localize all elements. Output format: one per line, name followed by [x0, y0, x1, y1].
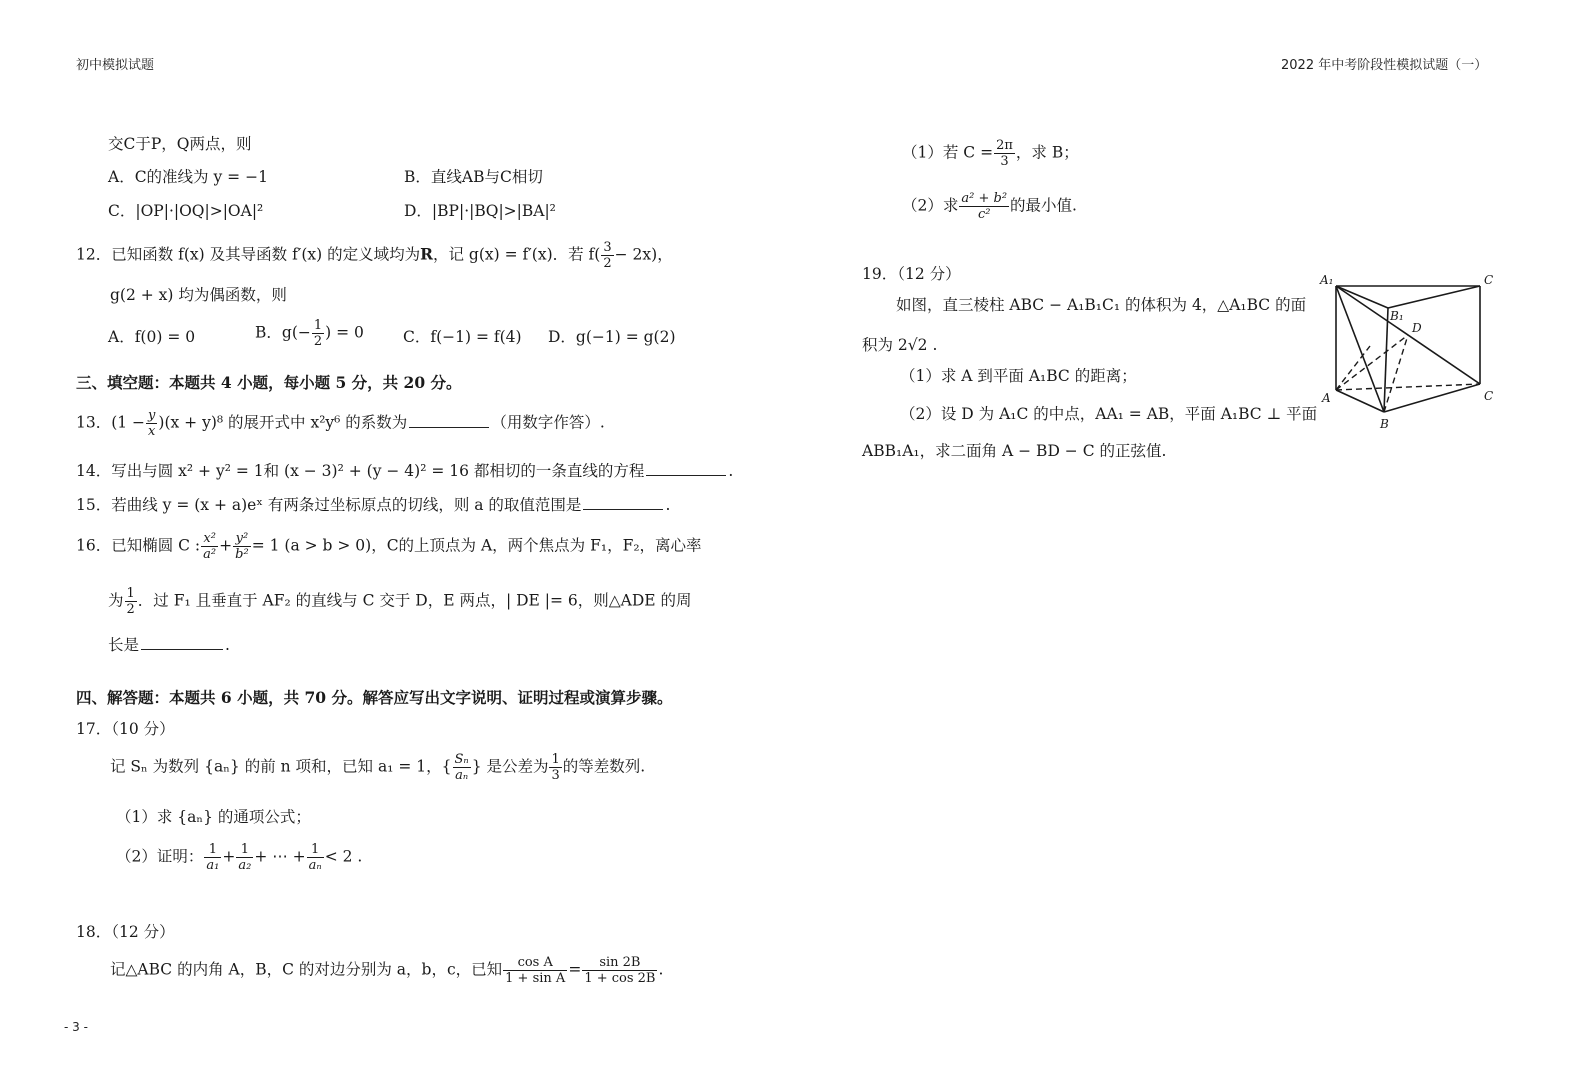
- q12-line1: [76, 240, 673, 271]
- prism-figure: [1318, 268, 1504, 438]
- q18-p2-text-a: （2）求: [902, 196, 959, 215]
- q17-part2: [116, 842, 362, 873]
- q12-option-b: [255, 318, 364, 349]
- q11-option-a: A．C的准线为 y = −1: [108, 168, 268, 186]
- q17-dots: + ⋯ +: [254, 847, 306, 866]
- q19-title: 19．（12 分）: [862, 265, 961, 283]
- q14: [76, 460, 733, 482]
- q16-l2-text-a: 为: [108, 591, 124, 610]
- q11-option-c: C．|OP|·|OQ|>|OA|²: [108, 202, 264, 220]
- q16-l2-text-b: ．过 F₁ 且垂直于 AF₂ 的直线与 C 交于 D，E 两点，| DE |= 6，则△ADE 的周: [137, 591, 692, 610]
- q12-b-den: 2: [313, 334, 323, 349]
- q11-option-b: B．直线AB与C相切: [404, 168, 543, 186]
- q12-text-a: 12．已知函数 f(x) 及其导函数 f′(x) 的定义域均为: [76, 245, 421, 264]
- q15: [76, 494, 670, 516]
- q16-line2: [108, 586, 692, 617]
- q18-p1-den: 3: [1000, 154, 1009, 169]
- q17-num: Sₙ: [454, 752, 469, 767]
- section-3-heading: 三、填空题：本题共 4 小题，每小题 5 分，共 20 分。: [76, 373, 462, 392]
- edge-b-d-hidden: [1384, 335, 1408, 412]
- q18-title: 18．（12 分）: [76, 923, 175, 941]
- q17-t3-num: 1: [307, 842, 324, 858]
- q12-text-b: ，记 g(x) = f′(x)．若 f(: [433, 245, 601, 264]
- q15-answer-blank: [583, 508, 663, 510]
- q18-den1: 1 + sin A: [505, 971, 566, 986]
- q18-num2: sin 2B: [582, 955, 657, 971]
- q18-p2-num: a² + b²: [961, 191, 1008, 206]
- q16-line1: [76, 531, 702, 562]
- q13-num: y: [148, 408, 156, 423]
- q12-option-a: A．f(0) = 0: [108, 328, 196, 346]
- q16-frac-x: [201, 531, 218, 562]
- q18-part1: [902, 138, 1079, 169]
- q17-text-a: 记 Sₙ 为数列 {aₙ} 的前 n 项和，已知 a₁ = 1，{: [110, 757, 452, 776]
- q13: [76, 408, 605, 439]
- q14-answer-blank: [646, 474, 726, 476]
- q19-line5: ABB₁A₁，求二面角 A − BD − C 的正弦值.: [862, 442, 1167, 460]
- q15-end: .: [665, 496, 671, 514]
- q16-line3: [108, 634, 230, 656]
- q17-p2-text: （2）证明：: [116, 847, 204, 866]
- q17-stem: [110, 752, 645, 783]
- q16-frac-y: [233, 531, 251, 562]
- q18-stem: [110, 955, 663, 986]
- q16-num1: x²: [201, 531, 218, 547]
- header-right: 2022 年中考阶段性模拟试题（一）: [1281, 58, 1488, 73]
- q19-part2: （2）设 D 为 A₁C 的中点，AA₁ = AB，平面 A₁BC ⊥ 平面: [900, 405, 1318, 423]
- q17-t1-num: 1: [204, 842, 221, 858]
- q18-frac1: [503, 955, 567, 986]
- q18-text: 记△ABC 的内角 A，B，C 的对边分别为 a，b，c，已知: [110, 960, 503, 979]
- label-b: B: [1380, 417, 1389, 431]
- q16-text-a: 16．已知椭圆 C :: [76, 536, 201, 555]
- label-c: C: [1484, 389, 1494, 403]
- q12-b-fraction: [312, 318, 324, 349]
- q18-frac2: [582, 955, 657, 986]
- q12-frac-den: 2: [603, 256, 612, 271]
- edge-a-c-hidden: [1336, 384, 1480, 390]
- q18-p1-num: 2π: [996, 138, 1013, 153]
- q18-p2-fraction: [959, 191, 1009, 222]
- q12-b-text-a: B．g(−: [255, 323, 311, 342]
- q16-den2: b²: [235, 547, 249, 562]
- q17-t2-num: 1: [236, 842, 253, 858]
- q13-text-b: )(x + y)⁸ 的展开式中 x²y⁶ 的系数为: [158, 413, 408, 432]
- q17-p2-end: < 2 .: [324, 847, 363, 866]
- q16-l3-text: 长是: [108, 636, 140, 654]
- q13-text-a: 13．(1 −: [76, 413, 146, 432]
- q16-den1: a²: [203, 547, 217, 562]
- q16-num2: y²: [233, 531, 251, 547]
- q17-term1: [204, 842, 221, 873]
- q18-eq: =: [568, 960, 582, 979]
- q12-line2: g(2 + x) 均为偶函数，则: [110, 286, 287, 304]
- label-c1: C: [1484, 273, 1494, 287]
- q17-den2: 3: [551, 768, 560, 783]
- q14-end: .: [728, 462, 734, 480]
- q16-text-b: = 1 (a > b > 0)，C的上顶点为 A，两个焦点为 F₁，F₂，离心率: [251, 536, 702, 555]
- q13-fraction: [146, 408, 157, 439]
- q16-l2-den: 2: [126, 602, 135, 617]
- section-4-heading: 四、解答题：本题共 6 小题，共 70 分。解答应写出文字说明、证明过程或演算步骤。: [76, 688, 673, 707]
- q11-stem-end: 交C于P，Q两点，则: [108, 135, 252, 153]
- q17-t3-den: aₙ: [308, 858, 322, 873]
- q17-den: aₙ: [455, 768, 469, 783]
- label-a1: A₁: [1320, 273, 1334, 287]
- q18-p1-text-a: （1）若 C =: [902, 143, 994, 162]
- q16-plus: +: [219, 536, 233, 555]
- q17-t2-den: a₂: [238, 858, 252, 873]
- q11-option-d: D．|BP|·|BQ|>|BA|²: [404, 202, 556, 220]
- q17-title: 17．（10 分）: [76, 720, 175, 738]
- q17-frac-s: [453, 752, 471, 783]
- q15-text: 15．若曲线 y = (x + a)eˣ 有两条过坐标原点的切线，则 a 的取值范围是: [76, 496, 582, 514]
- q12-frac-num: 3: [603, 240, 612, 255]
- q18-p2-den: c²: [977, 207, 991, 222]
- q18-num1: cos A: [503, 955, 567, 971]
- q12-option-d: D．g(−1) = g(2): [548, 328, 676, 346]
- label-a: A: [1322, 391, 1331, 405]
- q13-answer-blank: [409, 426, 489, 428]
- q13-text-c: （用数字作答）.: [491, 413, 605, 432]
- q18-p1-text-b: ，求 B；: [1015, 143, 1079, 162]
- page-number: - 3 -: [64, 1020, 88, 1034]
- q12-text-c: − 2x)，: [614, 245, 673, 264]
- q18-part2: [902, 191, 1077, 222]
- q12-b-num: 1: [313, 318, 323, 333]
- q16-l2-num: 1: [126, 586, 135, 601]
- q18-end: .: [658, 960, 664, 979]
- q17-num2: 1: [551, 752, 560, 767]
- edge-b-c: [1384, 384, 1480, 412]
- q17-plus: +: [222, 847, 236, 866]
- q13-den: x: [148, 424, 156, 439]
- q17-term3: [307, 842, 324, 873]
- q17-t1-den: a₁: [206, 858, 220, 873]
- edge-b1-c1: [1388, 286, 1480, 308]
- q12-b-text-b: ) = 0: [325, 323, 364, 342]
- q16-l3-end: .: [225, 636, 230, 654]
- q12-fraction: [601, 240, 613, 271]
- q17-part1: （1）求 {aₙ} 的通项公式；: [116, 808, 311, 826]
- q12-real-set: R: [420, 244, 433, 264]
- q18-p2-text-b: 的最小值.: [1010, 196, 1077, 215]
- label-b1: B₁: [1390, 309, 1404, 323]
- q19-line2: 积为 2√2 .: [862, 336, 938, 354]
- q17-text-c: 的等差数列.: [562, 757, 646, 776]
- edge-aux-hidden: [1336, 346, 1370, 390]
- q12-option-c: C．f(−1) = f(4): [403, 328, 522, 346]
- q16-l2-fraction: [125, 586, 137, 617]
- edge-b-b1: [1384, 308, 1388, 412]
- q18-den2: 1 + cos 2B: [584, 971, 656, 986]
- q17-frac-d: [549, 752, 561, 783]
- q19-line1: 如图，直三棱柱 ABC − A₁B₁C₁ 的体积为 4，△A₁BC 的面: [896, 296, 1307, 314]
- q17-term2: [236, 842, 253, 873]
- q14-text: 14．写出与圆 x² + y² = 1和 (x − 3)² + (y − 4)² = 16 都相切的一条直线的方程: [76, 462, 645, 480]
- label-d: D: [1412, 321, 1422, 335]
- header-left: 初中模拟试题: [76, 58, 155, 73]
- q19-part1: （1）求 A 到平面 A₁BC 的距离；: [900, 367, 1137, 385]
- q18-p1-fraction: [994, 138, 1015, 169]
- q16-answer-blank: [141, 648, 223, 650]
- q17-text-b: } 是公差为: [471, 757, 549, 776]
